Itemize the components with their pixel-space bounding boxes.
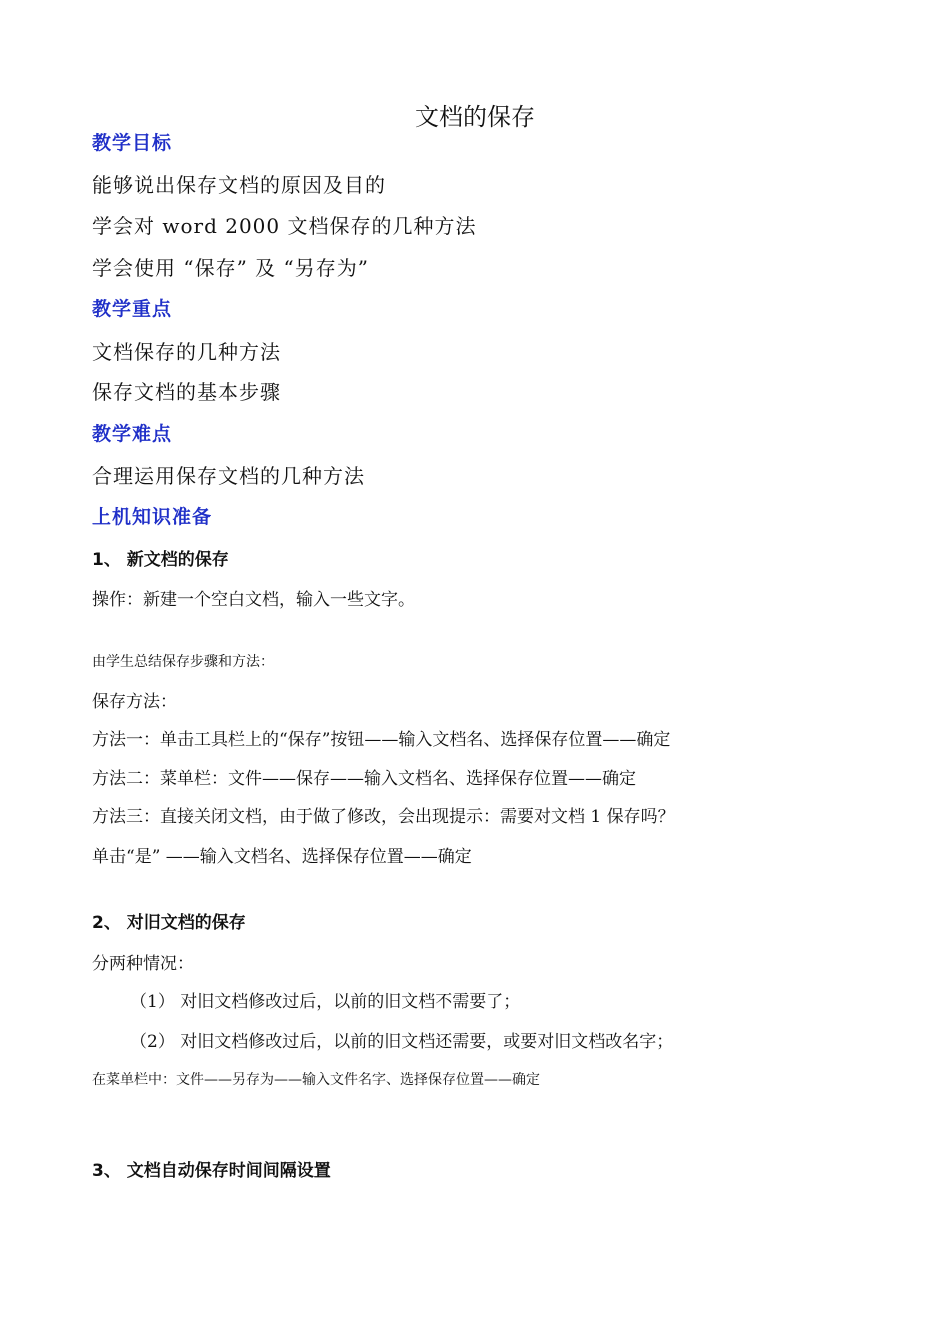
key-points-heading: 教学重点 — [92, 298, 173, 320]
key-point-item-2: 保存文档的基本步骤 — [92, 380, 281, 404]
section-1-methods-label: 保存方法： — [92, 692, 177, 712]
section-1-method-2: 方法二：菜单栏：文件——保存——输入文档名、选择保存位置——确定 — [92, 769, 636, 789]
document-title: 文档的保存 — [415, 103, 535, 131]
section-2-case-2: （2） 对旧文档修改过后，以前的旧文档还需要，或要对旧文档改名字； — [130, 1032, 674, 1052]
section-2-title: 2、 对旧文档的保存 — [92, 913, 246, 933]
difficulties-heading: 教学难点 — [92, 423, 173, 445]
section-2-menu-path: 在菜单栏中：文件——另存为——输入文件名字、选择保存位置——确定 — [92, 1072, 540, 1088]
key-point-item-1: 文档保存的几种方法 — [92, 340, 281, 364]
section-1-title: 1、 新文档的保存 — [92, 550, 229, 570]
section-1-method-1: 方法一：单击工具栏上的“保存”按钮——输入文档名、选择保存位置——确定 — [92, 730, 671, 750]
objectives-heading: 教学目标 — [92, 132, 173, 154]
section-1-operation: 操作：新建一个空白文档，输入一些文字。 — [92, 590, 415, 610]
section-1-method-3: 方法三：直接关闭文档，由于做了修改，会出现提示：需要对文档 1 保存吗？ — [92, 807, 675, 827]
section-1-method-3-continued: 单击“是” ——输入文档名、选择保存位置——确定 — [92, 847, 472, 867]
section-2-cases-label: 分两种情况： — [92, 954, 194, 974]
objective-item-1: 能够说出保存文档的原因及目的 — [92, 173, 386, 197]
objective-item-2: 学会对 word 2000 文档保存的几种方法 — [92, 214, 477, 238]
section-2-case-1: （1） 对旧文档修改过后，以前的旧文档不需要了； — [130, 992, 521, 1012]
section-1-student-summary: 由学生总结保存步骤和方法： — [92, 654, 274, 670]
difficulty-item-1: 合理运用保存文档的几种方法 — [92, 464, 365, 488]
objective-item-3: 学会使用 “保存” 及 “另存为” — [92, 256, 369, 280]
section-3-title: 3、 文档自动保存时间间隔设置 — [92, 1161, 331, 1181]
preparation-heading: 上机知识准备 — [92, 506, 213, 528]
